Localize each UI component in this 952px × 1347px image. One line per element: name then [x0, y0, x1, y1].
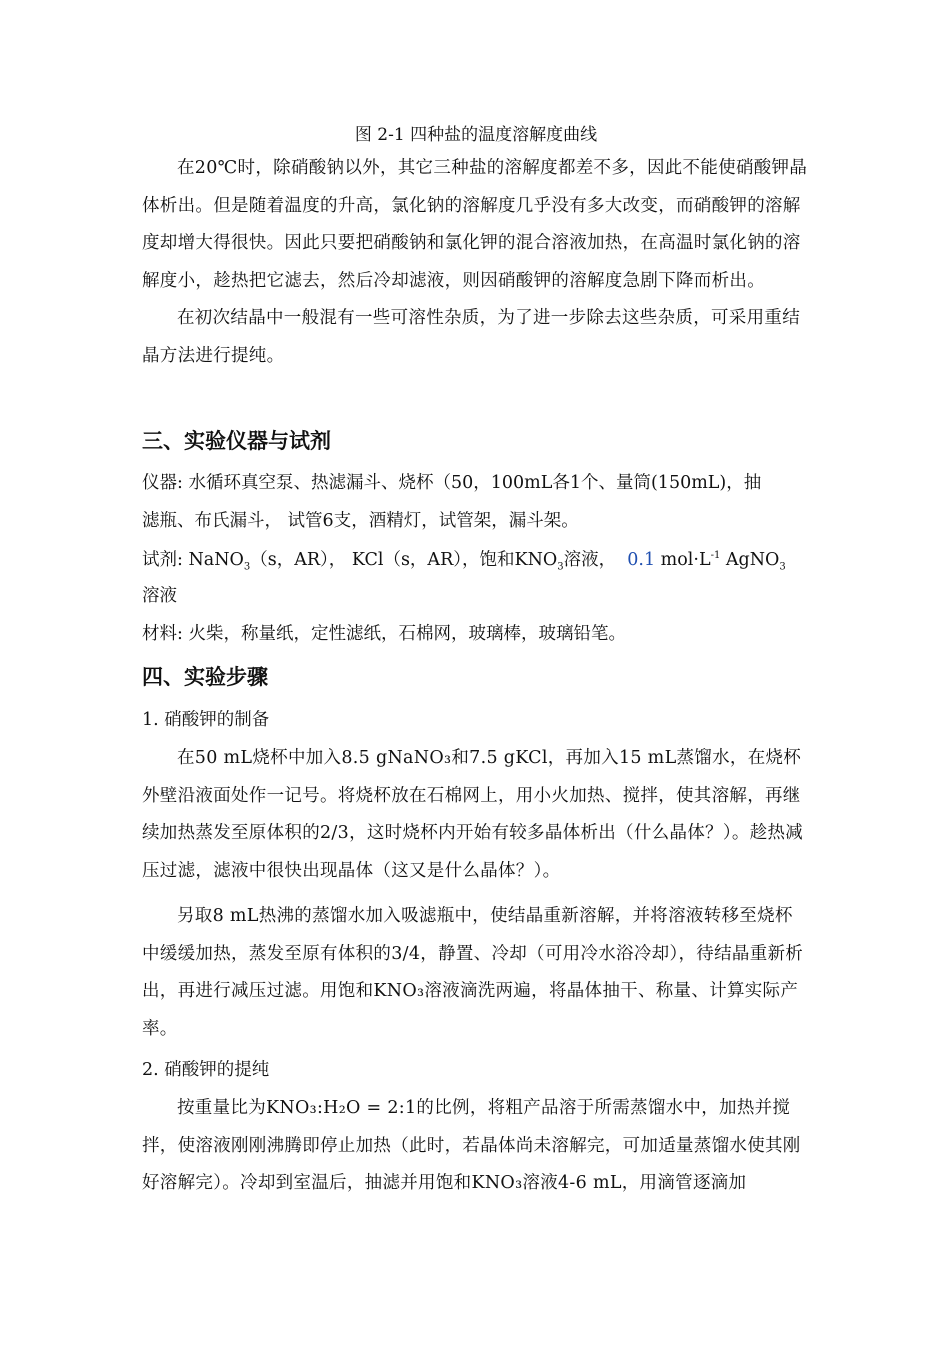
step-2-text [142, 1090, 808, 1203]
reagents-prefix: 试剂: NaNO [142, 550, 244, 570]
subscript: 3 [779, 561, 786, 573]
reagents-text-3: 溶液， [563, 550, 617, 570]
section-3-heading: 三、实验仪器与试剂 [142, 429, 331, 453]
materials-line: 材料: 火柴，称量纸，定性滤纸，石棉网，玻璃棒，玻璃铅笔。 [142, 624, 626, 644]
step-1-paragraph-1: 在50 mL烧杯中加入8.5 gNaNO₃和7.5 gKCl，再加入15 mL蒸馏水，在烧杯外壁沿液面处作一记号。将烧杯放在石棉网上，用小火加热、搅拌，使其溶解，再继续加热蒸发至原体积的2/3，这时烧杯内开始有较多晶体析出（什么晶体？）。趁热减压过滤，滤液中很快出现晶体（这又是什么晶体？）。 [142, 748, 804, 881]
instruments-line-2: 滤瓶、布氏漏斗， 试管6支，酒精灯，试管架，漏斗架。 [142, 511, 579, 531]
reagents-text-5: AgNO [720, 550, 780, 570]
section-4-heading: 四、实验步骤 [142, 665, 268, 689]
step-1-text [142, 740, 808, 1048]
reagent-concentration: 0.1 [627, 550, 656, 570]
intro-text [142, 150, 808, 375]
subscript: 3 [557, 561, 564, 573]
step-1-title: 1. 硝酸钾的制备 [142, 710, 270, 730]
instruments-line-1: 仪器: 水循环真空泵、热滤漏斗、烧杯（50，100mL各1个、量筒(150mL)，抽 [142, 473, 762, 493]
figure-caption: 图 2-1 四种盐的温度溶解度曲线 [354, 125, 598, 145]
step-2-title: 2. 硝酸钾的提纯 [142, 1060, 270, 1080]
intro-paragraph-2: 在初次结晶中一般混有一些可溶性杂质，为了进一步除去这些杂质，可采用重结晶方法进行提纯。 [142, 308, 800, 366]
step-1-paragraph-2: 另取8 mL热沸的蒸馏水加入吸滤瓶中，使结晶重新溶解，并将溶液转移至烧杯中缓缓加热，蒸发至原有体积的3/4，静置、冷却（可用冷水浴冷却），待结晶重新析出，再进行减压过滤。用饱和KNO₃溶液滴洗两遍，将晶体抽干、称量、计算实际产率。 [142, 906, 804, 1039]
reagents-line-2: 溶液 [142, 586, 177, 606]
step-2-paragraph-1: 按重量比为KNO₃:H₂O = 2:1的比例，将粗产品溶于所需蒸馏水中，加热并搅拌，使溶液刚刚沸腾即停止加热（此时，若晶体尚未溶解完，可加适量蒸馏水使其刚好溶解完）。冷却到室温后，抽滤并用饱和KNO₃溶液4-6 mL，用滴管逐滴加 [142, 1098, 801, 1193]
reagents-text-2: （s，AR）， KCl（s，AR），饱和KNO [250, 550, 558, 570]
subscript: 3 [243, 561, 251, 573]
superscript: -1 [710, 550, 721, 562]
reagents-text-4: mol·L [655, 550, 711, 570]
intro-paragraph-1: 在20℃时，除硝酸钠以外，其它三种盐的溶解度都差不多，因此不能使硝酸钾晶体析出。但是随着温度的升高，氯化钠的溶解度几乎没有多大改变，而硝酸钾的溶解度却增大得很快。因此只要把硝酸钠和氯化钾的混合溶液加热，在高温时氯化钠的溶解度小，趁热把它滤去，然后冷却滤液，则因硝酸钾的溶解度急剧下降而析出。 [142, 158, 808, 291]
reagents-line [142, 542, 808, 579]
